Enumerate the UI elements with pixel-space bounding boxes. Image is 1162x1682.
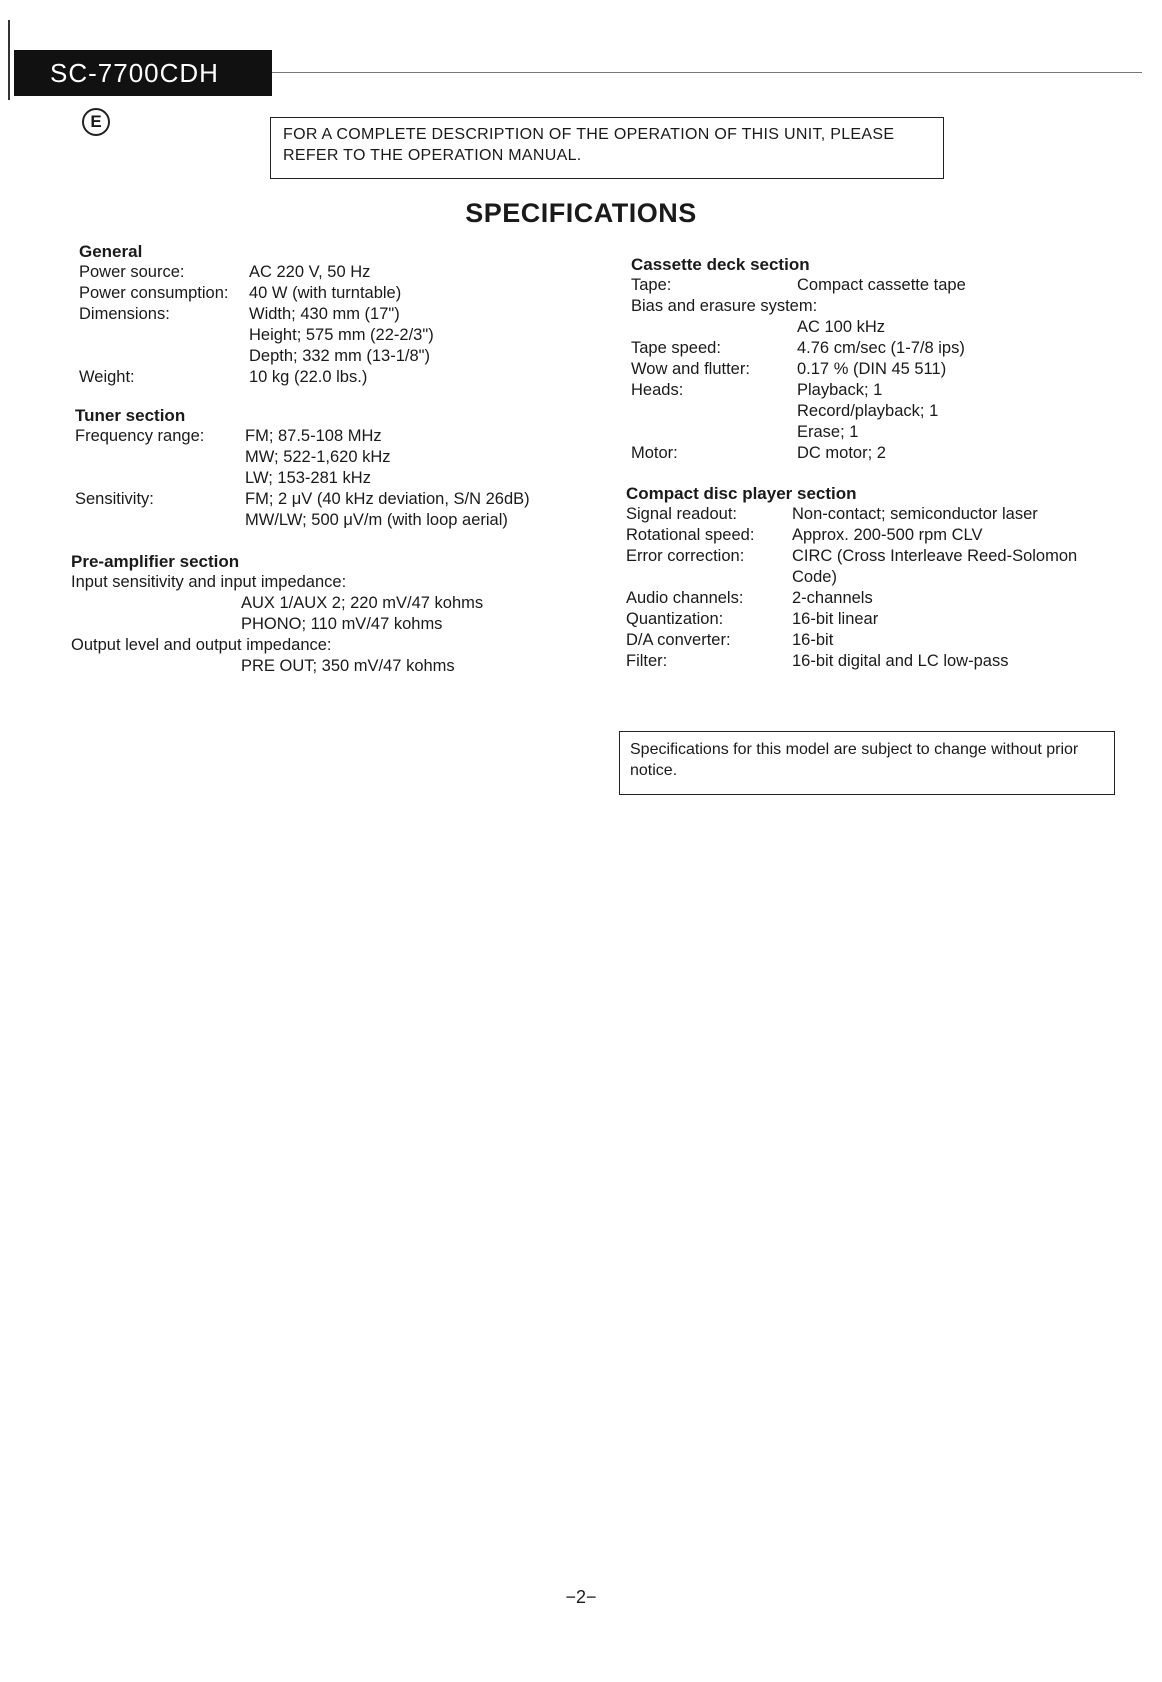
spec-row bbox=[75, 489, 595, 510]
spec-label: Dimensions: bbox=[79, 305, 170, 323]
spec-label: Wow and flutter: bbox=[631, 360, 750, 378]
spec-value: 40 W (with turntable) bbox=[249, 284, 402, 302]
spec-label: Bias and erasure system: bbox=[631, 297, 818, 315]
spec-value: 2-channels bbox=[792, 589, 873, 607]
spec-label: Filter: bbox=[626, 652, 668, 670]
spec-value: MW; 522-1,620 kHz bbox=[245, 448, 391, 466]
tuner-title: Tuner section bbox=[75, 406, 186, 425]
spec-value: PHONO; 110 mV/47 kohms bbox=[241, 615, 443, 633]
page-title: SPECIFICATIONS bbox=[465, 198, 697, 228]
spec-row bbox=[631, 317, 1131, 338]
spec-value: Record/playback; 1 bbox=[797, 402, 939, 420]
spec-value: 10 kg (22.0 lbs.) bbox=[249, 368, 368, 386]
spec-value: Playback; 1 bbox=[797, 381, 883, 399]
spec-row bbox=[631, 443, 1131, 464]
header-rule bbox=[272, 72, 1142, 73]
spec-value: Non-contact; semiconductor laser bbox=[792, 505, 1038, 523]
tuner-section bbox=[75, 405, 595, 531]
spec-row bbox=[631, 422, 1131, 443]
spec-label: Error correction: bbox=[626, 547, 745, 565]
spec-row bbox=[626, 525, 1126, 546]
spec-value: LW; 153-281 kHz bbox=[245, 469, 371, 487]
spec-row bbox=[626, 609, 1126, 630]
spec-row bbox=[75, 426, 595, 447]
spec-row bbox=[626, 546, 1126, 567]
spec-row bbox=[626, 567, 1126, 588]
spec-row bbox=[626, 651, 1126, 672]
spec-value: 4.76 cm/sec (1-7/8 ips) bbox=[797, 339, 965, 357]
spec-row bbox=[626, 630, 1126, 651]
spec-label: Tape: bbox=[631, 276, 672, 294]
spec-value: 16-bit bbox=[792, 631, 834, 649]
spec-row bbox=[75, 468, 595, 489]
spec-row bbox=[75, 510, 595, 531]
cassette-section bbox=[631, 254, 1131, 464]
preamp-section bbox=[71, 551, 591, 677]
cassette-title: Cassette deck section bbox=[631, 255, 810, 274]
page-number: −2− bbox=[565, 1587, 597, 1607]
change-notice: Specifications for this model are subject to change without prior notice. bbox=[619, 731, 1115, 795]
model-badge: SC-7700CDH bbox=[14, 50, 272, 96]
spec-label: Quantization: bbox=[626, 610, 724, 628]
spec-row bbox=[79, 262, 599, 283]
cd-section bbox=[626, 483, 1126, 672]
spec-row bbox=[626, 504, 1126, 525]
spec-row bbox=[79, 304, 599, 325]
spec-value: Code) bbox=[792, 568, 837, 586]
spec-value: Compact cassette tape bbox=[797, 276, 966, 294]
general-section bbox=[79, 241, 599, 388]
spec-label: Power source: bbox=[79, 263, 185, 281]
spec-value: CIRC (Cross Interleave Reed-Solomon bbox=[792, 547, 1078, 565]
spec-value: PRE OUT; 350 mV/47 kohms bbox=[241, 657, 455, 675]
spec-value: Approx. 200-500 rpm CLV bbox=[792, 526, 983, 544]
spec-value: AUX 1/AUX 2; 220 mV/47 kohms bbox=[241, 594, 484, 612]
spec-value: Erase; 1 bbox=[797, 423, 859, 441]
spec-row bbox=[631, 359, 1131, 380]
spec-label: Power consumption: bbox=[79, 284, 229, 302]
operation-manual-notice: FOR A COMPLETE DESCRIPTION OF THE OPERATION OF THIS UNIT, PLEASE REFER TO THE OPERATION MANUAL. bbox=[270, 117, 944, 179]
spec-value: Height; 575 mm (22-2/3") bbox=[249, 326, 434, 344]
spec-value: 16-bit digital and LC low-pass bbox=[792, 652, 1009, 670]
spec-value: FM; 2 μV (40 kHz deviation, S/N 26dB) bbox=[245, 490, 530, 508]
spec-row bbox=[626, 588, 1126, 609]
spec-row bbox=[79, 367, 599, 388]
spec-row bbox=[79, 325, 599, 346]
spec-row bbox=[631, 275, 1131, 296]
spec-label: Signal readout: bbox=[626, 505, 737, 523]
spec-row bbox=[79, 283, 599, 304]
spec-label: Input sensitivity and input impedance: bbox=[71, 573, 347, 591]
preamp-title: Pre-amplifier section bbox=[71, 552, 240, 571]
spec-value: Depth; 332 mm (13-1/8") bbox=[249, 347, 431, 365]
spec-value: AC 220 V, 50 Hz bbox=[249, 263, 371, 281]
spec-label: Audio channels: bbox=[626, 589, 744, 607]
general-title: General bbox=[79, 242, 143, 261]
spec-label: Heads: bbox=[631, 381, 684, 399]
margin-mark bbox=[8, 20, 10, 100]
spec-row bbox=[75, 447, 595, 468]
spec-label: Weight: bbox=[79, 368, 135, 386]
spec-row bbox=[631, 380, 1131, 401]
spec-value: MW/LW; 500 μV/m (with loop aerial) bbox=[245, 511, 508, 529]
spec-row bbox=[631, 401, 1131, 422]
spec-row bbox=[631, 338, 1131, 359]
spec-value: DC motor; 2 bbox=[797, 444, 886, 462]
spec-label: Motor: bbox=[631, 444, 678, 462]
spec-row bbox=[79, 346, 599, 367]
spec-value: FM; 87.5-108 MHz bbox=[245, 427, 382, 445]
language-mark: E bbox=[82, 108, 110, 136]
spec-label: Output level and output impedance: bbox=[71, 636, 332, 654]
spec-value: 0.17 % (DIN 45 511) bbox=[797, 360, 947, 378]
spec-value: Width; 430 mm (17") bbox=[249, 305, 400, 323]
spec-label: Sensitivity: bbox=[75, 490, 154, 508]
spec-label: Rotational speed: bbox=[626, 526, 755, 544]
spec-label: Tape speed: bbox=[631, 339, 721, 357]
spec-value: AC 100 kHz bbox=[797, 318, 886, 336]
cd-title: Compact disc player section bbox=[626, 484, 857, 503]
spec-label: Frequency range: bbox=[75, 427, 205, 445]
spec-label: D/A converter: bbox=[626, 631, 731, 649]
spec-value: 16-bit linear bbox=[792, 610, 879, 628]
